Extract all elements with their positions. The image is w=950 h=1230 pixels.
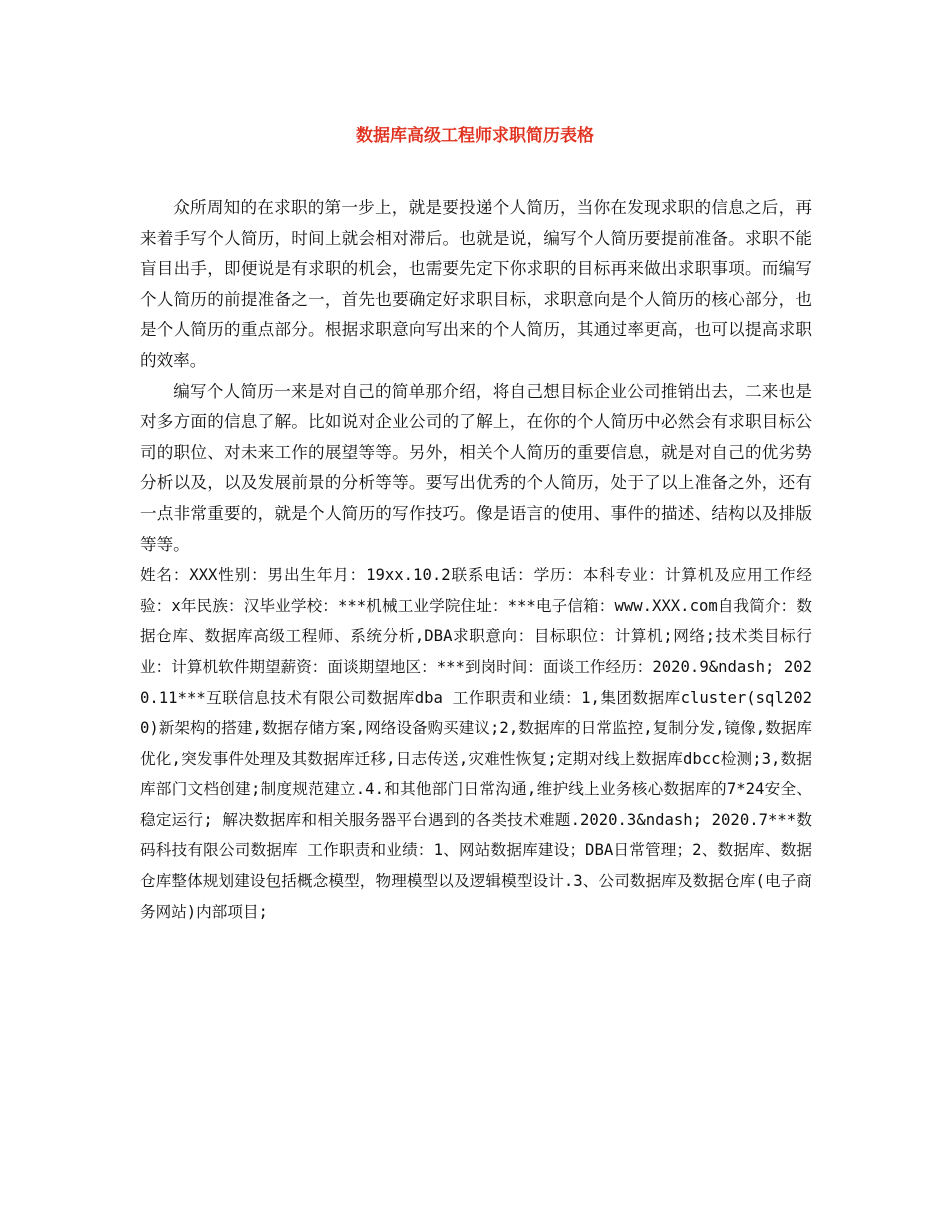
document-body bbox=[140, 193, 812, 927]
document-title: 数据库高级工程师求职简历表格 bbox=[356, 126, 594, 146]
intro-paragraph-2: 编写个人简历一来是对自己的简单那介绍，将自己想目标企业公司推销出去，二来也是对多方面的信息了解。比如说对企业公司的了解上，在你的个人简历中必然会有求职目标公司的职位、对未来工作的展望等等。另外，相关个人简历的重要信息，就是对自己的优劣势分析以及，以及发展前景的分析等等。要写出优秀的个人简历，处于了以上准备之外，还有一点非常重要的，就是个人简历的写作技巧。像是语言的使用、事件的描述、结构以及排版等等。 bbox=[140, 381, 812, 554]
resume-details-paragraph: 姓名：XXX性别：男出生年月：19xx.10.2联系电话：学历：本科专业：计算机及应用工作经验：x年民族：汉毕业学校：***机械工业学院住址：***电子信箱：www.XXX.com自我简介：数据仓库、数据库高级工程师、系统分析,DBA求职意向：目标职位：计算机;网络;技术类目标行业：计算机软件期望薪资：面谈期望地区：***到岗时间：面谈工作经历：2020.9&ndash; 2020.11***互联信息技术有限公司数据库dba 工作职责和业绩：1,集团数据库cluster(sql2020)新架构的搭建,数据存储方案,网络设备购买建议;2,数据库的日常监控,复制分发,镜像,数据库优化,突发事件处理及其数据库迁移,日志传送,灾难性恢复;定期对线上数据库dbcc检测;3,数据库部门文档创建;制度规范建立.4.和其他部门日常沟通,维护线上业务核心数据库的7*24安全、稳定运行; 解决数据库和相关服务器平台遇到的各类技术难题.2020.3&ndash; 2020.7***数码科技有限公司数据库 工作职责和业绩：1、网站数据库建设；DBA日常管理；2、数据库、数据仓库整体规划建设包括概念模型，物理模型以及逻辑模型设计.3、公司数据库及数据仓库(电子商务网站)内部项目; bbox=[140, 566, 812, 921]
intro-paragraph-1: 众所周知的在求职的第一步上，就是要投递个人简历，当你在发现求职的信息之后，再来着手写个人简历，时间上就会相对滞后。也就是说，编写个人简历要提前准备。求职不能盲目出手，即便说是有求职的机会，也需要先定下你求职的目标再来做出求职事项。而编写个人简历的前提准备之一，首先也要确定好求职目标，求职意向是个人简历的核心部分，也是个人简历的重点部分。根据求职意向写出来的个人简历，其通过率更高，也可以提高求职的效率。 bbox=[140, 198, 812, 370]
